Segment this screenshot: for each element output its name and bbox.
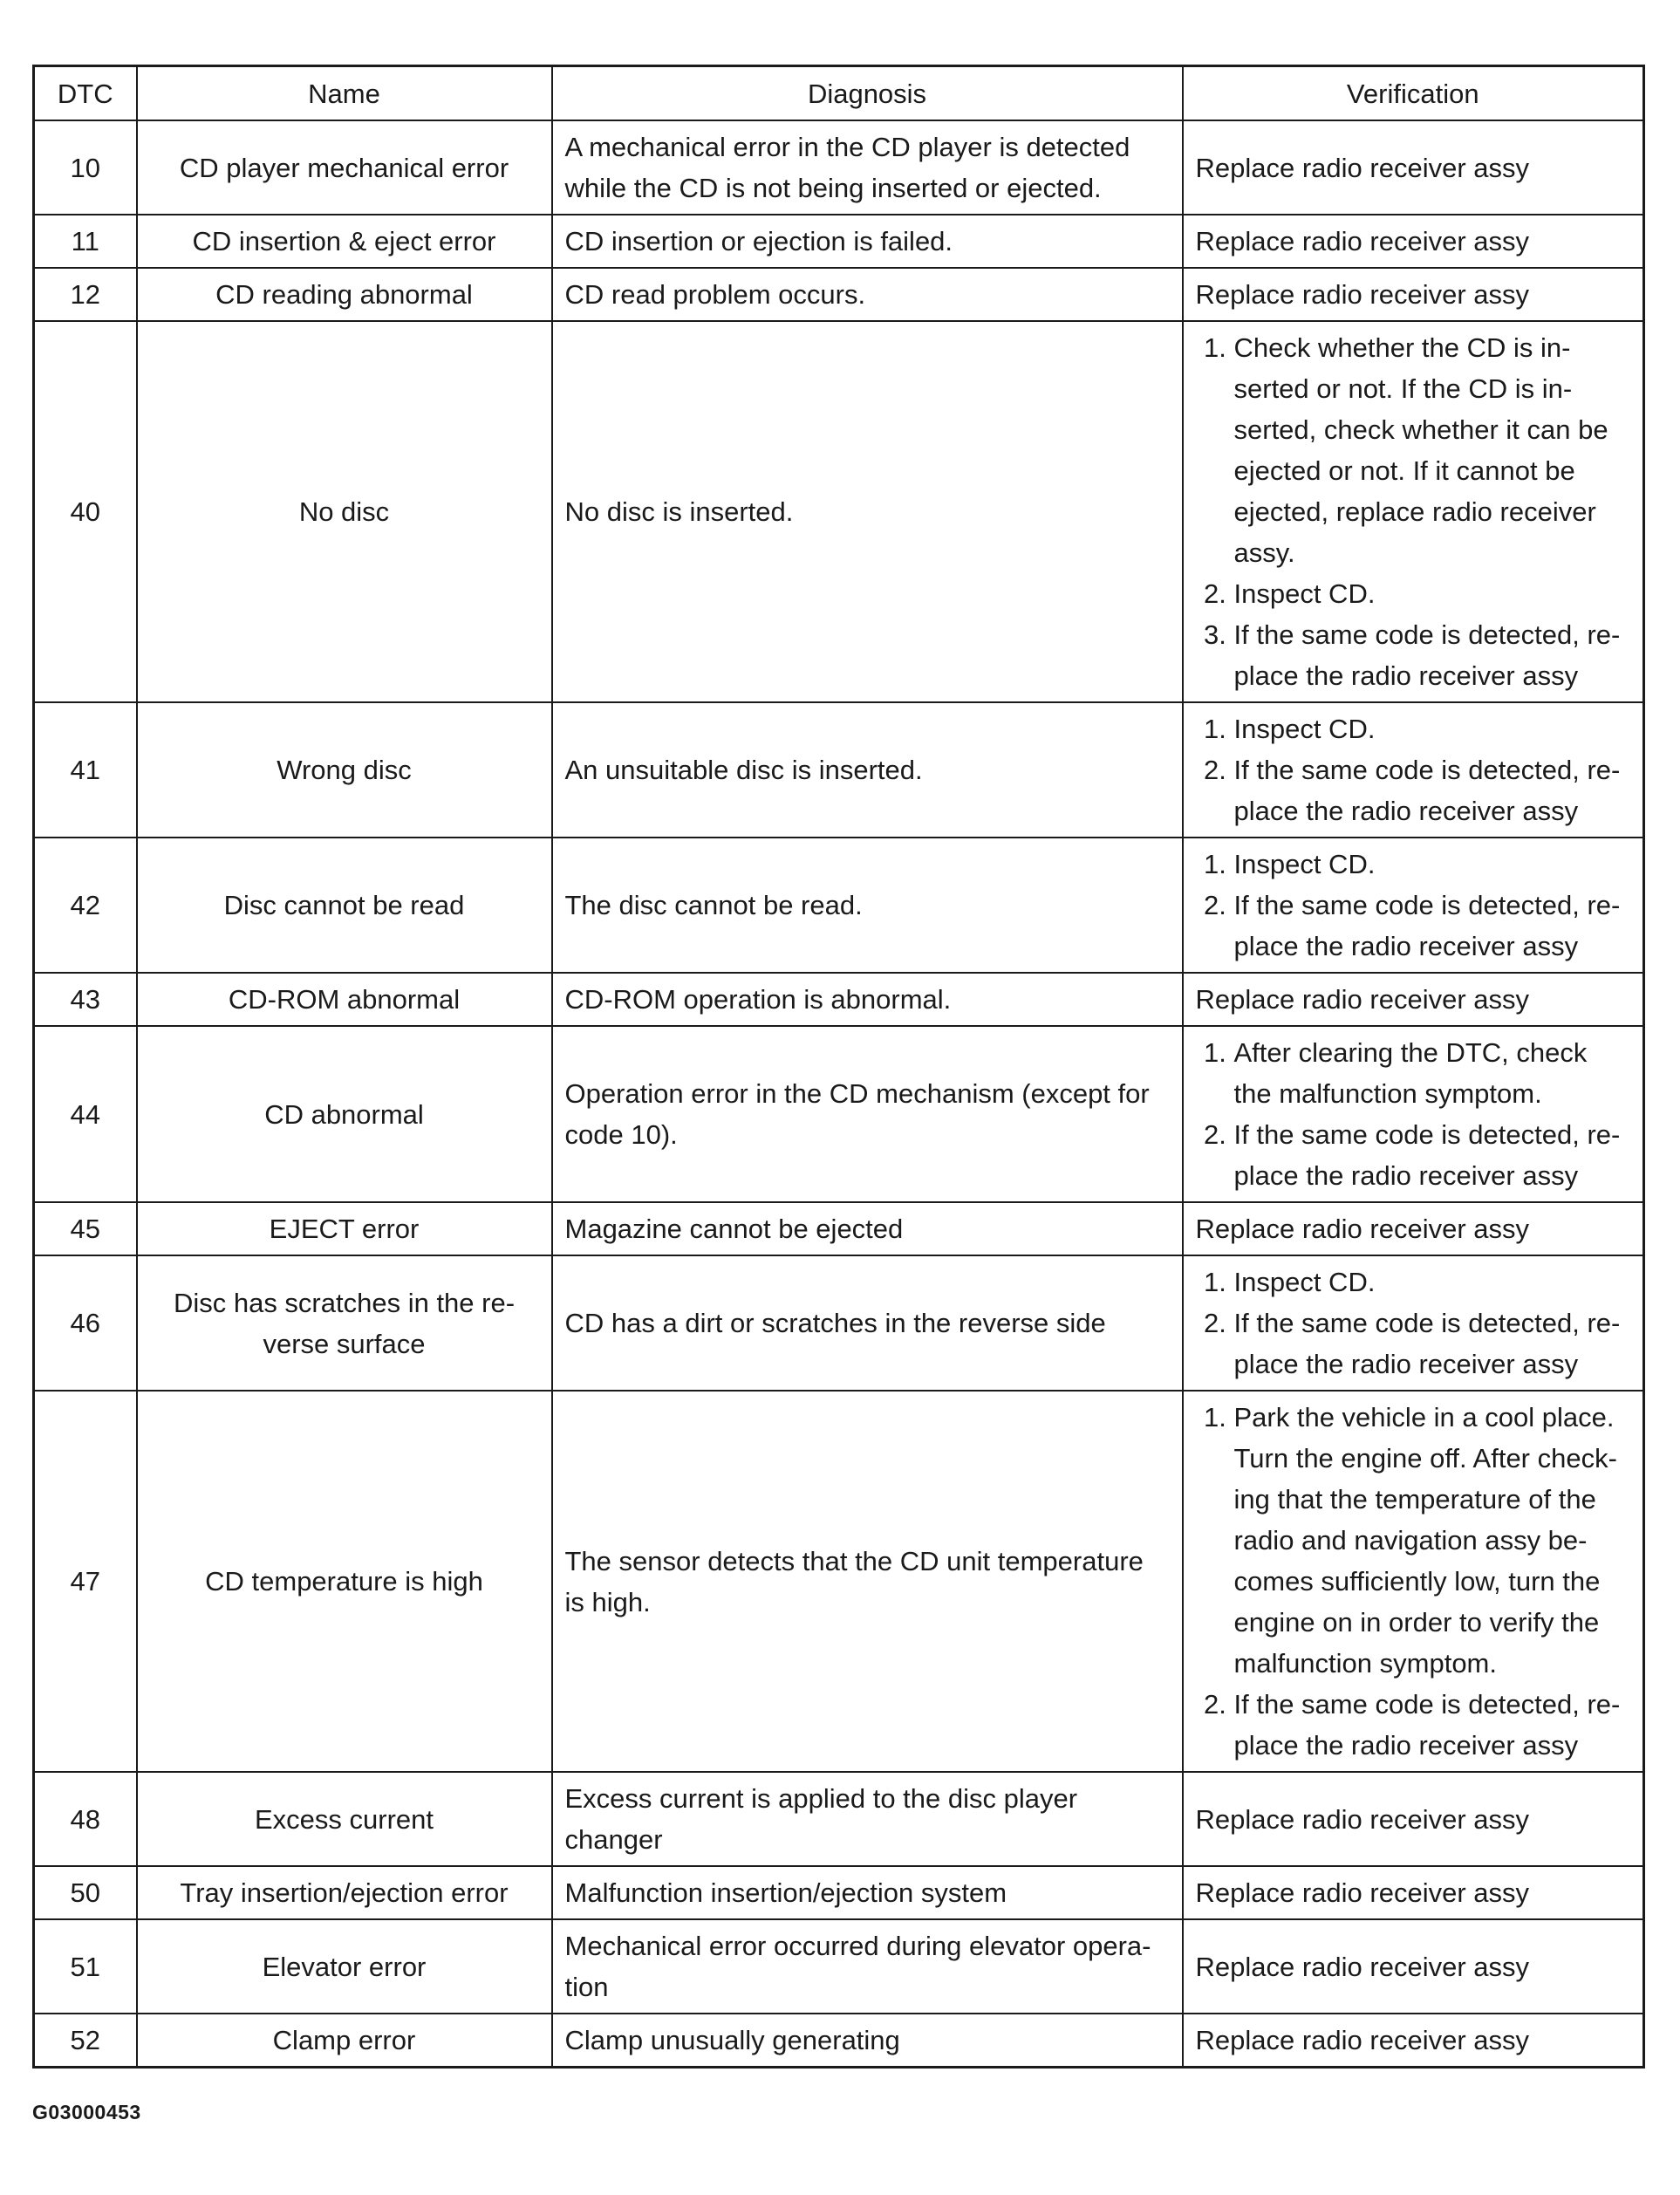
verification-step: 1. Inspect CD. (1234, 1262, 1631, 1303)
dtc-name: CD insertion & eject error (137, 215, 552, 268)
verification-step: 1. Inspect CD. (1234, 708, 1631, 749)
verification-step: 2. If the same code is detected, re-place the radio receiver assy (1234, 1684, 1631, 1766)
verification-step: 2. If the same code is detected, re-place the radio receiver assy (1234, 1303, 1631, 1385)
dtc-diagnosis: Mechanical error occurred during elevator opera-tion (552, 1919, 1183, 2014)
dtc-verification (1183, 1391, 1644, 1772)
dtc-name: CD reading abnormal (137, 268, 552, 321)
table-header-row (34, 66, 1644, 121)
verification-steps (1196, 327, 1631, 696)
verification-step: 2. If the same code is detected, re-place the radio receiver assy (1234, 885, 1631, 967)
dtc-code: 48 (34, 1772, 137, 1866)
dtc-code: 41 (34, 702, 137, 838)
dtc-verification: Replace radio receiver assy (1183, 973, 1644, 1026)
table-row (34, 1772, 1644, 1866)
dtc-table-container (32, 65, 1642, 2068)
dtc-diagnosis: The disc cannot be read. (552, 838, 1183, 973)
dtc-code: 44 (34, 1026, 137, 1202)
verification-step: 1. After clearing the DTC, check the malfunction symptom. (1234, 1032, 1631, 1114)
dtc-diagnosis: An unsuitable disc is inserted. (552, 702, 1183, 838)
table-row (34, 838, 1644, 973)
table-row (34, 268, 1644, 321)
dtc-diagnosis: No disc is inserted. (552, 321, 1183, 702)
dtc-diagnosis: Magazine cannot be ejected (552, 1202, 1183, 1255)
dtc-verification (1183, 838, 1644, 973)
dtc-name: Wrong disc (137, 702, 552, 838)
dtc-code: 46 (34, 1255, 137, 1391)
dtc-diagnosis: Operation error in the CD mechanism (except for code 10). (552, 1026, 1183, 1202)
dtc-code: 10 (34, 120, 137, 215)
dtc-code: 12 (34, 268, 137, 321)
table-row (34, 215, 1644, 268)
dtc-diagnosis: A mechanical error in the CD player is detected while the CD is not being inserted or ejected. (552, 120, 1183, 215)
dtc-name: CD player mechanical error (137, 120, 552, 215)
verification-steps (1196, 708, 1631, 831)
dtc-verification: Replace radio receiver assy (1183, 268, 1644, 321)
verification-step: 2. If the same code is detected, re-place the radio receiver assy (1234, 749, 1631, 831)
dtc-name: Elevator error (137, 1919, 552, 2014)
dtc-verification (1183, 702, 1644, 838)
dtc-code: 52 (34, 2014, 137, 2068)
dtc-name: Disc cannot be read (137, 838, 552, 973)
verification-step: 1. Park the vehicle in a cool place. Turn the engine off. After check-ing that the temperature of the radio and navigation assy be-comes sufficiently low, turn the engine on in order to verify the malfunction symptom. (1234, 1397, 1631, 1684)
dtc-verification: Replace radio receiver assy (1183, 1866, 1644, 1919)
dtc-name: CD abnormal (137, 1026, 552, 1202)
table-row (34, 120, 1644, 215)
dtc-verification (1183, 1026, 1644, 1202)
dtc-diagnosis: Excess current is applied to the disc player changer (552, 1772, 1183, 1866)
header-diagnosis: Diagnosis (552, 66, 1183, 121)
dtc-diagnosis: CD has a dirt or scratches in the reverse side (552, 1255, 1183, 1391)
table-row (34, 1919, 1644, 2014)
table-row (34, 1202, 1644, 1255)
dtc-verification: Replace radio receiver assy (1183, 1202, 1644, 1255)
dtc-name: Excess current (137, 1772, 552, 1866)
header-dtc: DTC (34, 66, 137, 121)
table-row (34, 1391, 1644, 1772)
verification-step: 1. Check whether the CD is in-serted or not. If the CD is in-serted, check whether it can be ejected or not. If it cannot be ejected, replace radio receiver assy. (1234, 327, 1631, 573)
dtc-name: CD-ROM abnormal (137, 973, 552, 1026)
dtc-diagnosis: CD insertion or ejection is failed. (552, 215, 1183, 268)
dtc-name: EJECT error (137, 1202, 552, 1255)
dtc-code: 45 (34, 1202, 137, 1255)
table-row (34, 1866, 1644, 1919)
verification-step: 2. If the same code is detected, re-place the radio receiver assy (1234, 1114, 1631, 1196)
dtc-diagnosis: Malfunction insertion/ejection system (552, 1866, 1183, 1919)
figure-id: G03000453 (32, 2101, 141, 2123)
dtc-code: 50 (34, 1866, 137, 1919)
dtc-table (32, 65, 1645, 2068)
verification-step: 2. Inspect CD. (1234, 573, 1631, 614)
verification-steps (1196, 1262, 1631, 1385)
verification-steps (1196, 844, 1631, 967)
dtc-verification: Replace radio receiver assy (1183, 215, 1644, 268)
dtc-name: Disc has scratches in the re-verse surface (137, 1255, 552, 1391)
dtc-code: 40 (34, 321, 137, 702)
table-body (34, 120, 1644, 2068)
dtc-code: 47 (34, 1391, 137, 1772)
dtc-verification: Replace radio receiver assy (1183, 2014, 1644, 2068)
dtc-name: CD temperature is high (137, 1391, 552, 1772)
dtc-code: 11 (34, 215, 137, 268)
dtc-name: No disc (137, 321, 552, 702)
dtc-code: 43 (34, 973, 137, 1026)
verification-steps (1196, 1032, 1631, 1196)
verification-step: 1. Inspect CD. (1234, 844, 1631, 885)
dtc-code: 42 (34, 838, 137, 973)
dtc-diagnosis: Clamp unusually generating (552, 2014, 1183, 2068)
dtc-verification (1183, 1255, 1644, 1391)
table-row (34, 2014, 1644, 2068)
dtc-verification: Replace radio receiver assy (1183, 1919, 1644, 2014)
dtc-verification (1183, 321, 1644, 702)
table-row (34, 702, 1644, 838)
table-row (34, 1255, 1644, 1391)
verification-step: 3. If the same code is detected, re-place the radio receiver assy (1234, 614, 1631, 696)
verification-steps (1196, 1397, 1631, 1766)
dtc-verification: Replace radio receiver assy (1183, 1772, 1644, 1866)
dtc-name: Tray insertion/ejection error (137, 1866, 552, 1919)
dtc-verification: Replace radio receiver assy (1183, 120, 1644, 215)
header-name: Name (137, 66, 552, 121)
dtc-code: 51 (34, 1919, 137, 2014)
dtc-diagnosis: CD read problem occurs. (552, 268, 1183, 321)
dtc-diagnosis: The sensor detects that the CD unit temperature is high. (552, 1391, 1183, 1772)
header-verification: Verification (1183, 66, 1644, 121)
dtc-diagnosis: CD-ROM operation is abnormal. (552, 973, 1183, 1026)
table-row (34, 1026, 1644, 1202)
table-row (34, 321, 1644, 702)
dtc-name: Clamp error (137, 2014, 552, 2068)
table-row (34, 973, 1644, 1026)
